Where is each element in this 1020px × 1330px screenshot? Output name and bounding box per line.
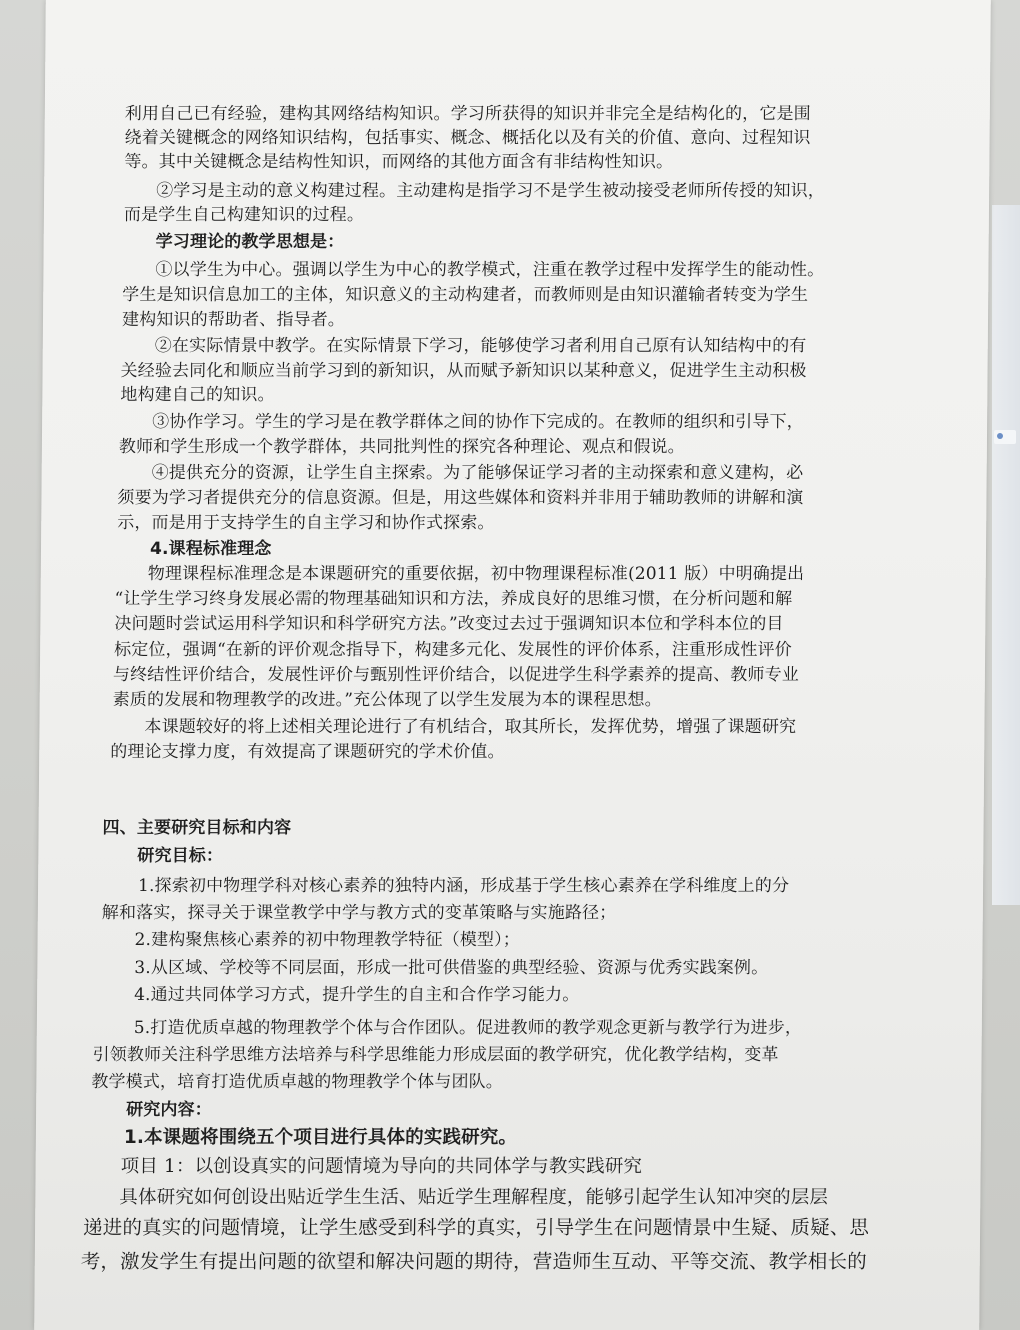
paragraph-line: 3.从区域、学校等不同层面，形成一批可供借鉴的典型经验、资源与优秀实践案例。	[134, 958, 769, 978]
paragraph-line: 须要为学习者提供充分的信息资源。但是，用这些媒体和资料并非用于辅助教师的讲解和演	[117, 488, 804, 508]
paragraph-line: 1.探索初中物理学科对核心素养的独特内涵，形成基于学生核心素养在学科维度上的分	[137, 876, 790, 896]
paragraph-line: 具体研究如何创设出贴近学生生活、贴近学生理解程度，能够引起学生认知冲突的层层	[119, 1187, 829, 1208]
paragraph-line: 解和落实，探寻关于课堂教学中学与教方式的变革策略与实施路径；	[101, 903, 617, 923]
paragraph-line: 建构知识的帮助者、指导者。	[121, 310, 346, 330]
paragraph-line: 教师和学生形成一个教学群体，共同批判性的探究各种理论、观点和假说。	[118, 437, 685, 457]
paragraph-line: 等。其中关键概念是结构性知识，而网络的其他方面含有非结构性知识。	[124, 152, 674, 172]
section-subheading: 学习理论的教学思想是：	[155, 232, 345, 252]
paragraph-line: 4.通过共同体学习方式，提升学生的自主和合作学习能力。	[134, 985, 580, 1005]
paragraph-line: 教学模式，培育打造优质卓越的物理教学个体与团队。	[91, 1072, 504, 1092]
paragraph-line: ①以学生为中心。强调以学生为中心的教学模式，注重在教学过程中发挥学生的能动性。	[155, 260, 825, 280]
monitor-app-icon	[994, 430, 1016, 444]
paragraph-line: ②在实际情景中教学。在实际情景下学习，能够使学习者利用自己原有认知结构中的有	[154, 336, 807, 356]
paragraph-line: 递进的真实的问题情境，让学生感受到科学的真实，引导学生在问题情景中生疑、质疑、思	[82, 1216, 870, 1239]
section-subheading: 研究内容：	[126, 1100, 212, 1120]
paragraph-line: 5.打造优质卓越的物理教学个体与合作团队。促进教师的教学观念更新与教学行为进步，	[133, 1018, 803, 1038]
paragraph-line: 物理课程标准理念是本课题研究的重要依据，初中物理课程标准(2011 版）中明确提出	[147, 564, 805, 584]
paragraph-line: 决问题时尝试运用科学知识和科学研究方法。”改变过去过于强调知识本位和学科本位的目	[114, 614, 784, 634]
paragraph-line: 示，而是用于支持学生的自主学习和协作式探索。	[117, 513, 495, 533]
section-subheading: 研究目标：	[137, 846, 224, 866]
paragraph-line: ④提供充分的资源，让学生自主探索。为了能够保证学习者的主动探索和意义建构，必	[151, 463, 804, 483]
paragraph-line: 与终结性评价结合，发展性评价与甄别性评价结合，以促进学生科学素养的提高、教师专业	[112, 665, 800, 685]
paragraph-line: ②学习是主动的意义构建过程。主动建构是指学习不是学生被动接受老师所传授的知识，	[156, 181, 826, 201]
paragraph-line: 本课题较好的将上述相关理论进行了有机结合，取其所长，发挥优势，增强了课题研究	[144, 717, 797, 737]
paragraph-line: 的理论支撑力度，有效提高了课题研究的学术价值。	[110, 742, 505, 762]
paragraph-line: 地构建自己的知识。	[120, 385, 275, 405]
paragraph-line: 2.建构聚焦核心素养的初中物理教学特征（模型）；	[134, 930, 521, 950]
paragraph-line: 学生是知识信息加工的主体，知识意义的主动构建者，而教师则是由知识灌输者转变为学生	[122, 285, 809, 305]
paragraph-line: “让学生学习终身发展必需的物理基础知识和方法，养成良好的思维习惯，在分析问题和解	[114, 589, 793, 609]
paragraph-line: 而是学生自己构建知识的过程。	[123, 205, 365, 225]
section-subheading: 4.课程标准理念	[149, 539, 272, 559]
paragraph-line: 利用自己已有经验，建构其网络结构知识。学习所获得的知识并非完全是结构化的，它是围	[124, 104, 811, 124]
paragraph-line: 关经验去同化和顺应当前学习到的新知识，从而赋予新知识以某种意义，促进学生主动积极	[120, 361, 807, 381]
monitor-edge	[992, 205, 1020, 905]
paragraph-line: 考，激发学生有提出问题的欲望和解决问题的期待，营造师生互动、平等交流、教学相长的	[80, 1250, 867, 1273]
paragraph-line: ③协作学习。学生的学习是在教学群体之间的协作下完成的。在教师的组织和引导下，	[152, 412, 804, 432]
document-page	[34, 0, 991, 1330]
project-heading: 项目 1：以创设真实的问题情境为导向的共同体学与教实践研究	[120, 1156, 643, 1177]
section-heading: 四、主要研究目标和内容	[102, 818, 292, 838]
paragraph-line: 标定位，强调“在新的评价观念指导下，构建多元化、发展性的评价体系，注重形成性评价	[114, 640, 792, 660]
section-subheading: 1.本课题将围绕五个项目进行具体的实践研究。	[123, 1127, 518, 1148]
paragraph-line: 引领教师关注科学思维方法培养与科学思维能力形成层面的教学研究，优化教学结构，变革	[92, 1045, 779, 1065]
paragraph-line: 素质的发展和物理教学的改进。”充公体现了以学生发展为本的课程思想。	[112, 690, 662, 710]
paragraph-line: 绕着关键概念的网络知识结构，包括事实、概念、概括化以及有关的价值、意向、过程知识	[124, 128, 811, 148]
